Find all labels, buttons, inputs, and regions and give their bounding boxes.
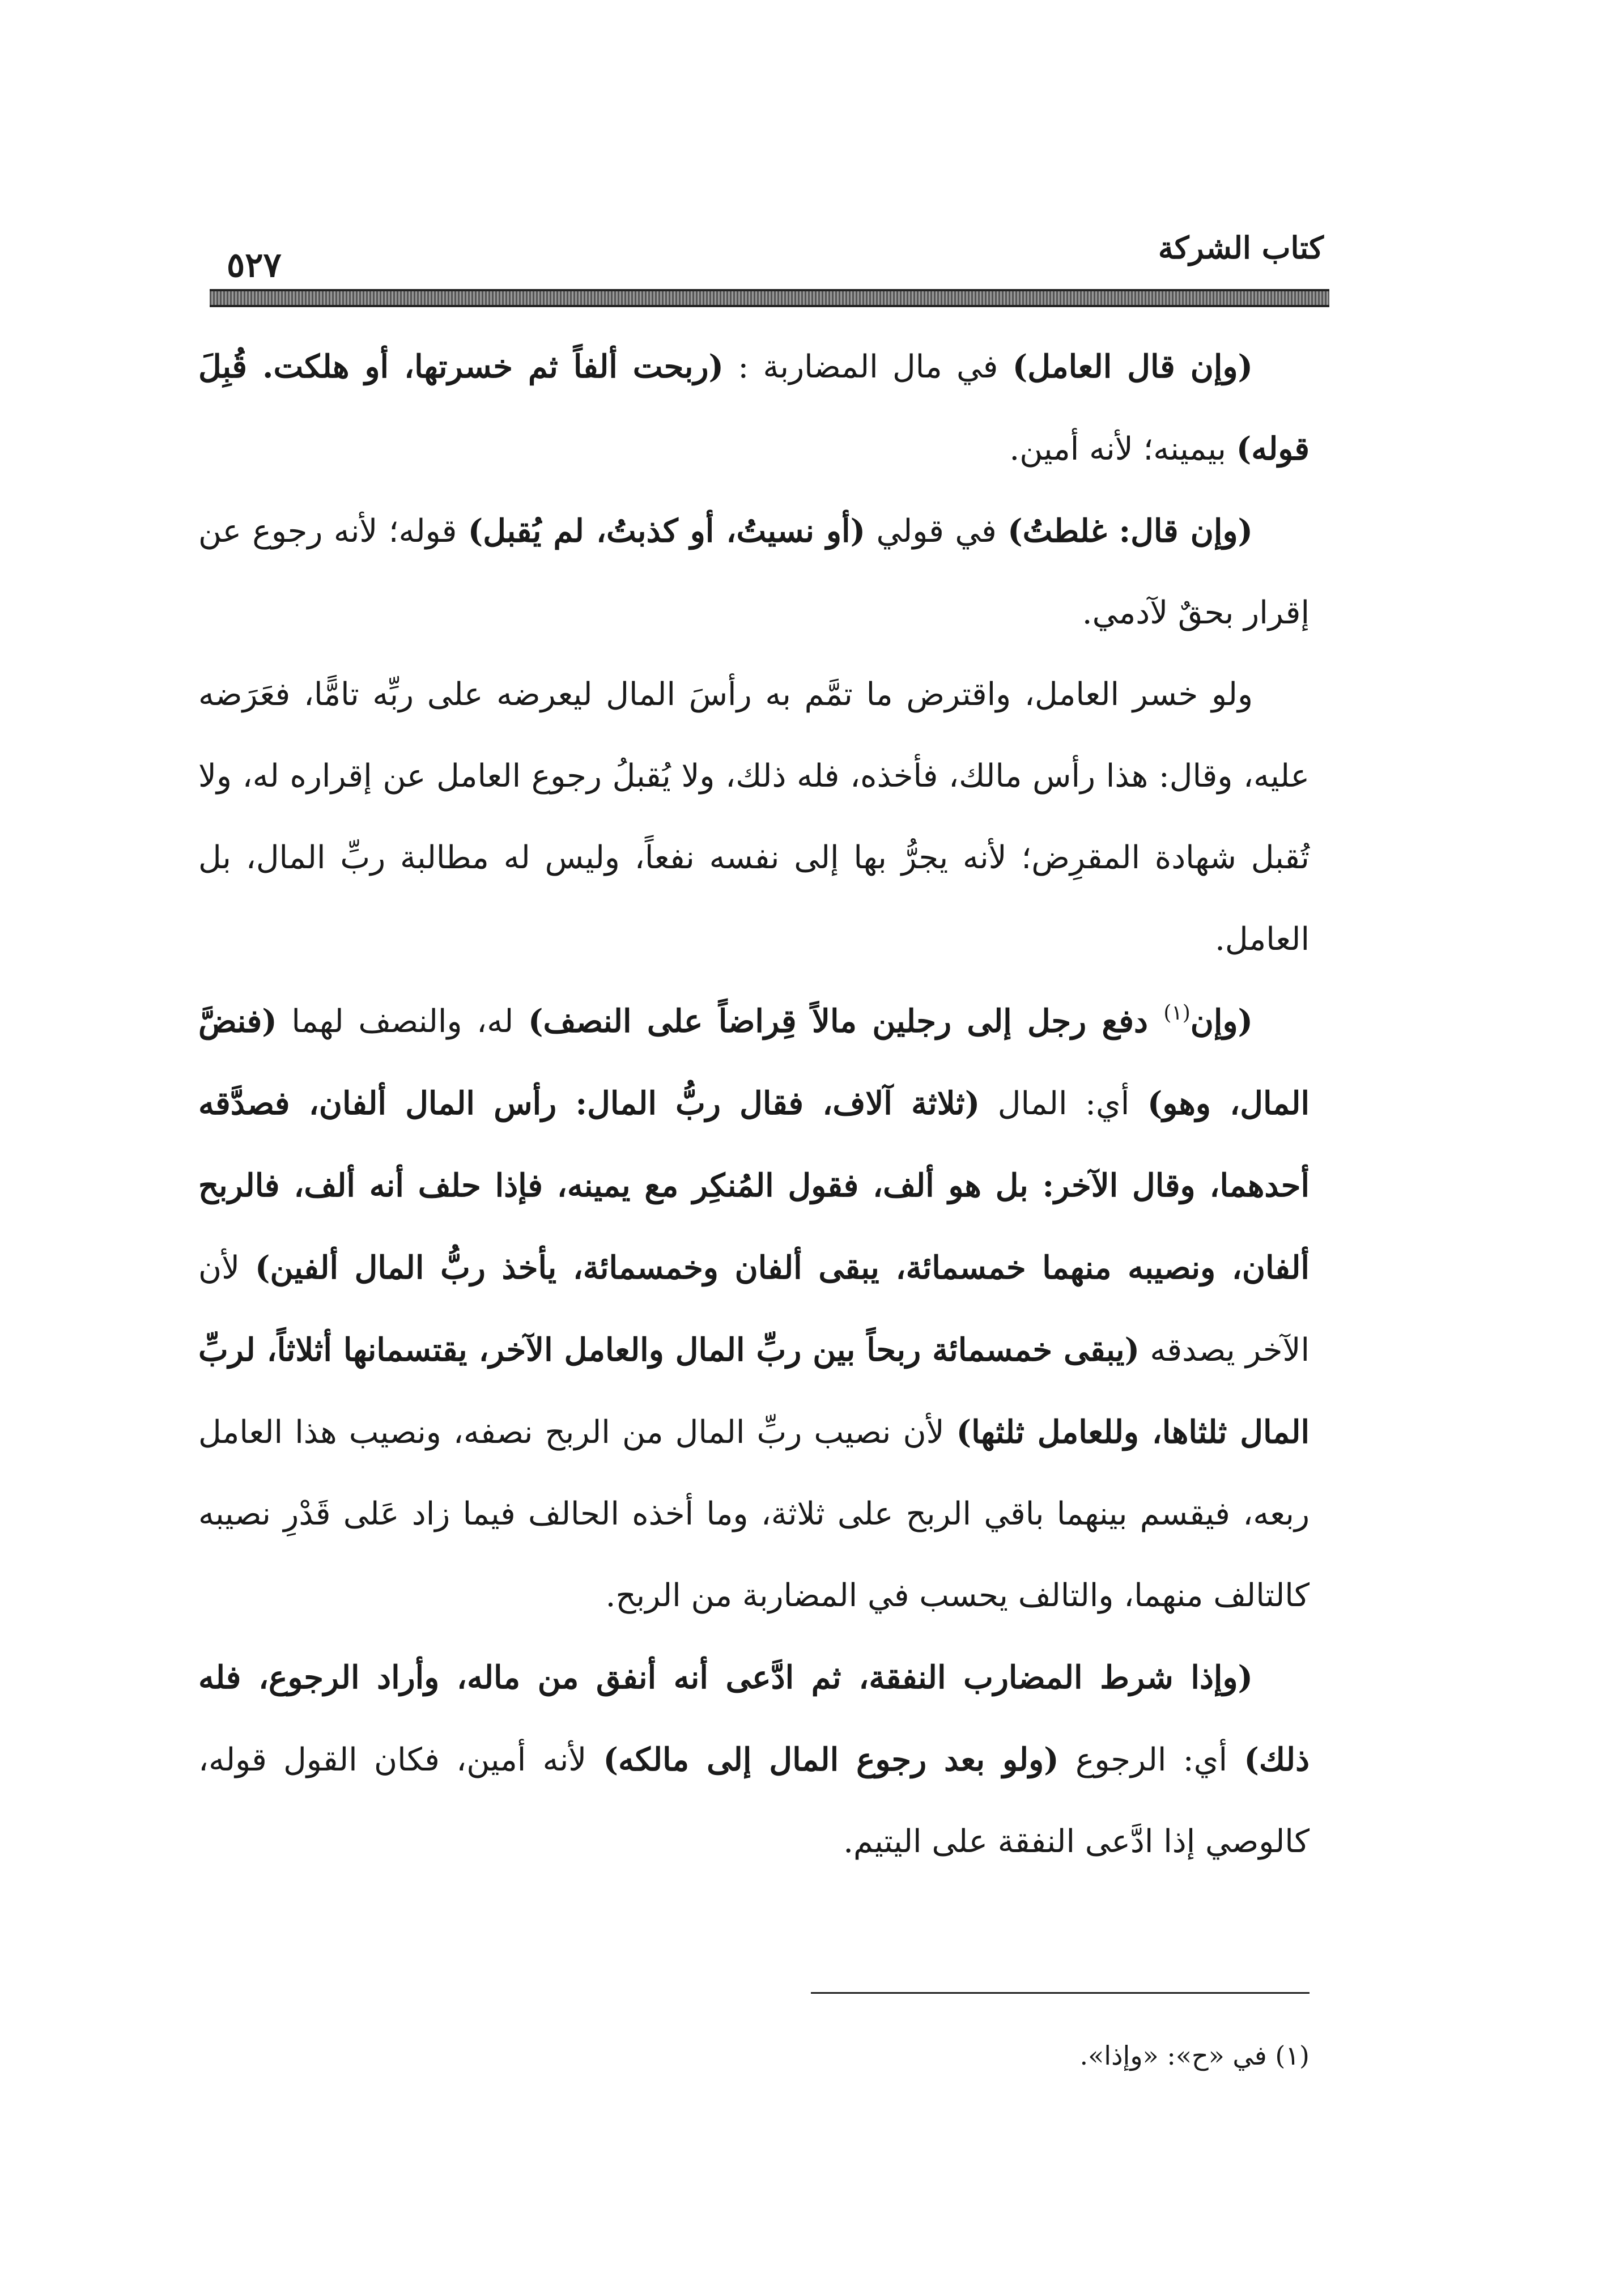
paragraph-2 (198, 490, 1310, 654)
matn-text: (أو نسيتُ، أو كذبتُ، لم يُقبل) (467, 512, 866, 550)
sharh-text: قوله؛ لأنه رجوع عن إقرار بحقٌ لآدمي. (198, 513, 1310, 631)
matn-text: (وإن (1190, 1003, 1253, 1040)
sharh-text: لأنه أمين، فكان القول قوله، كالوصي إذا ادَّعى النفقة على اليتيم. (198, 1742, 1310, 1860)
paragraph-4 (198, 980, 1310, 1637)
main-text (198, 326, 1310, 1883)
paragraph-5 (198, 1637, 1310, 1883)
sharh-text: بيمينه؛ لأنه أمين. (1009, 431, 1236, 468)
sharh-text: في مال المضاربة : (724, 349, 1013, 385)
sharh-text: أي: المال (980, 1085, 1147, 1122)
matn-text: (وإذا شرط المضارب النفقة، ثم ادَّعى أنه أنفق من ماله، وأراد الرجوع، فله ذلك) (198, 1659, 1310, 1778)
matn-text: دفع رجل إلى رجلين مالاً قِراضاً على النصف) (528, 1003, 1164, 1040)
sharh-text: ولو خسر العامل، واقترض ما تمَّم به رأسَ المال ليعرضه على ربِّه تامًّا، فعَرَضه عليه، وقال: هذا رأس مالك، فأخذه، فله ذلك، ولا يُقبلُ رجوع العامل عن إقراره له، ولا تُقبل شهادة المقرِض؛ لأنه يجرُّ بها إلى نفسه نفعاً، وليس له مطالبة ربِّ المال، بل العامل. (198, 676, 1310, 958)
footnote: (١) في «ح»: «وإذا». (1079, 2040, 1310, 2071)
sharh-text: لأن نصيب ربِّ المال من الربح نصفه، ونصيب هذا العامل ربعه، فيقسم بينهما باقي الربح على ثلاثة، وما أخذه الحالف فيما زاد عَلى قَدْرِ نصيبه كالتالف منهما، والتالف يحسب في المضاربة من الربح. (198, 1414, 1310, 1614)
book-title: كتاب الشركة (1158, 230, 1324, 266)
paragraph-1 (198, 326, 1310, 490)
paragraph-3 (198, 654, 1310, 980)
header-rule (210, 289, 1329, 307)
sharh-text: لأن الآخر يصدقه (198, 1250, 1310, 1369)
page-number: ٥٢٧ (227, 245, 282, 285)
matn-text: (وإن قال: غلطتُ) (1007, 512, 1253, 550)
sharh-text: له، والنصف لهما (277, 1003, 528, 1040)
sharh-text: أي: الرجوع (1058, 1742, 1244, 1778)
matn-text: (ثلاثة آلاف، فقال ربُّ المال: رأس المال ألفان، فصدَّقه أحدهما، وقال الآخر: بل هو ألف، فقول المُنكِر مع يمينه، فإذا حلف أنه ألف، فالربح ألفان، ونصيبه منهما خمسمائة، يبقى ألفان وخمسمائة، يأخذ ربُّ المال ألفين) (198, 1085, 1310, 1286)
matn-text: (فنضَّ المال، وهو) (198, 1003, 1310, 1122)
matn-text: (ولو بعد رجوع المال إلى مالكه) (603, 1741, 1059, 1778)
matn-text: (وإن قال العامل) (1012, 348, 1253, 385)
matn-text: (يبقى خمسمائة ربحاً بين ربِّ المال والعامل الآخر، يقتسمانها أثلاثاً، لربِّ المال ثلثاها، وللعامل ثلثها) (198, 1331, 1310, 1451)
matn-text: (ربحت ألفاً ثم خسرتها، أو هلكت. قُبِلَ قوله) (198, 348, 1310, 468)
footnote-marker[interactable]: (١) (1163, 1001, 1191, 1025)
running-head (210, 224, 1324, 286)
footnote-separator (811, 1992, 1310, 1994)
sharh-text: في قولي (865, 513, 1008, 550)
